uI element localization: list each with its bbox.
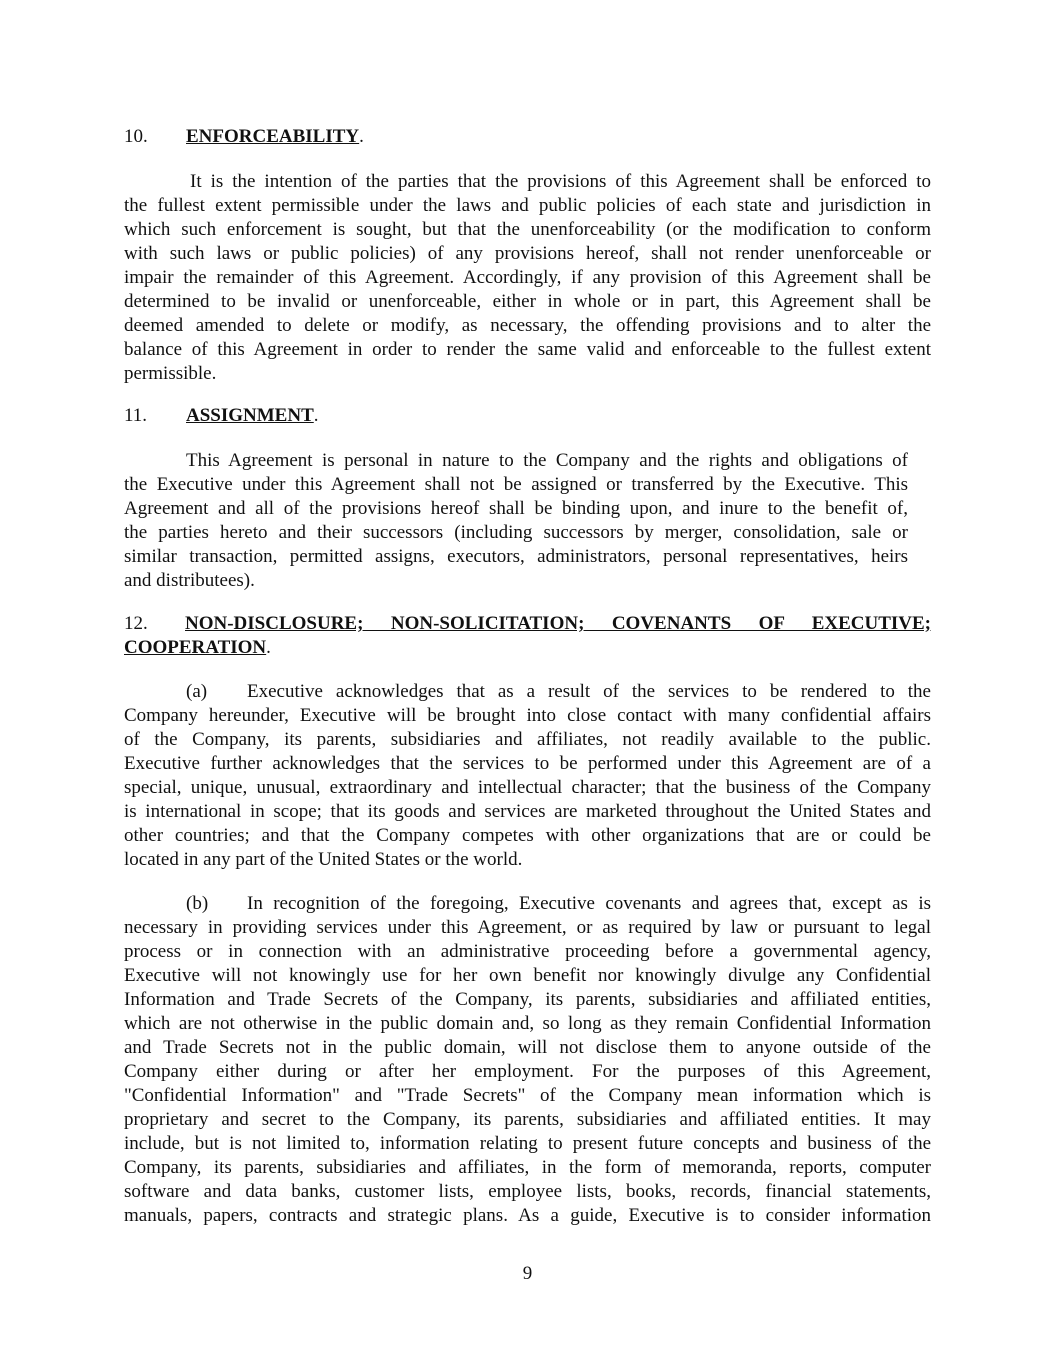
paragraph-line: the Executive under this Agreement shall not be assigned or transferred by the Executive. This [124,474,908,495]
paragraph-line: balance of this Agreement in order to render the same valid and enforceable to the fullest extent [124,339,931,360]
paragraph-line: the fullest extent permissible under the laws and public policies of each state and jurisdiction in [124,195,931,216]
section-title-line1: NON-DISCLOSURE; NON-SOLICITATION; COVENANTS OF EXECUTIVE; [185,613,931,634]
subsection-label: (a) [186,681,208,702]
paragraph-line: permissible. [124,363,217,384]
paragraph-line: and distributees). [124,570,255,591]
paragraph-line: Agreement and all of the provisions hereof shall be binding upon, and inure to the benefit of, [124,498,908,519]
section-11-paragraph [124,449,908,593]
section-number: 11. [124,405,148,426]
paragraph-line [124,680,931,704]
page-number: 9 [522,1263,533,1284]
section-title-period: . [359,126,364,147]
paragraph-line: Company hereunder, Executive will be brought into close contact with many confidential affairs [124,705,931,726]
paragraph-line: Company either during or after her employment. For the purposes of this Agreement, [124,1061,931,1082]
section-12-heading [124,612,931,660]
section-number: 12. [124,613,148,634]
paragraph-line: Company, its parents, subsidiaries and affiliates, in the form of memoranda, reports, computer [124,1157,931,1178]
section-12-heading-line2 [124,636,931,660]
section-11-heading [124,404,319,428]
section-12-heading-line1 [124,612,931,636]
paragraph-line: necessary in providing services under this Agreement, or as required by law or pursuant to legal [124,917,931,938]
section-title: ASSIGNMENT [186,405,314,426]
paragraph-line: Executive will not knowingly use for her own benefit nor knowingly divulge any Confidential [124,965,931,986]
paragraph-line: Executive further acknowledges that the services to be performed under this Agreement are of a [124,753,931,774]
paragraph-line: determined to be invalid or unenforceable, either in whole or in part, this Agreement shall be [124,291,931,312]
subsection-label: (b) [186,893,209,914]
subsection-a [124,680,931,872]
paragraph-line: Information and Trade Secrets of the Company, its parents, subsidiaries and affiliated entities, [124,989,931,1010]
paragraph-line: the parties hereto and their successors (including successors by merger, consolidation, sale or [124,522,908,543]
paragraph-line: proprietary and secret to the Company, its parents, subsidiaries and affiliated entities. It may [124,1109,931,1130]
paragraph-line [124,892,931,916]
section-title: ENFORCEABILITY [186,126,360,147]
paragraph-line: impair the remainder of this Agreement. Accordingly, if any provision of this Agreement shall be [124,267,931,288]
paragraph-line: include, but is not limited to, information relating to present future concepts and business of the [124,1133,931,1154]
section-title-line2: COOPERATION [124,637,267,658]
paragraph-line: similar transaction, permitted assigns, executors, administrators, personal representatives, heirs [124,546,908,567]
paragraph-text: In recognition of the foregoing, Executive covenants and agrees that, except as is [247,893,931,914]
paragraph-line: is international in scope; that its goods and services are marketed throughout the United States and [124,801,931,822]
paragraph-line: deemed amended to delete or modify, as necessary, the offending provisions and to alter the [124,315,931,336]
section-10-paragraph [124,170,931,386]
subsection-b [124,892,931,1228]
paragraph-line: It is the intention of the parties that the provisions of this Agreement shall be enforced to [190,171,931,192]
paragraph-line: other countries; and that the Company competes with other organizations that are or could be [124,825,931,846]
section-title-period: . [266,637,271,658]
paragraph-line: special, unique, unusual, extraordinary and intellectual character; that the business of the Company [124,777,931,798]
paragraph-line: with such laws or public policies) of any provisions hereof, shall not render unenforceable or [124,243,931,264]
paragraph-line: software and data banks, customer lists, employee lists, books, records, financial statements, [124,1181,931,1202]
paragraph-line: "Confidential Information" and "Trade Secrets" of the Company mean information which is [124,1085,931,1106]
section-10-heading [124,125,364,149]
paragraph-line: located in any part of the United States or the world. [124,849,523,870]
paragraph-line: manuals, papers, contracts and strategic plans. As a guide, Executive is to consider information [124,1205,931,1226]
section-title-period: . [313,405,319,426]
section-number: 10. [124,126,148,147]
paragraph-line: which are not otherwise in the public domain and, so long as they remain Confidential Information [124,1013,931,1034]
paragraph-line: and Trade Secrets not in the public domain, will not disclose them to anyone outside of the [124,1037,931,1058]
paragraph-text: Executive acknowledges that as a result of the services to be rendered to the [247,681,931,702]
paragraph-line: of the Company, its parents, subsidiaries and affiliates, not readily available to the public. [124,729,931,750]
paragraph-line: This Agreement is personal in nature to the Company and the rights and obligations of [186,450,908,471]
paragraph-line: which such enforcement is sought, but that the unenforceability (or the modification to conform [124,219,931,240]
paragraph-line: process or in connection with an administrative proceeding before a governmental agency, [124,941,931,962]
